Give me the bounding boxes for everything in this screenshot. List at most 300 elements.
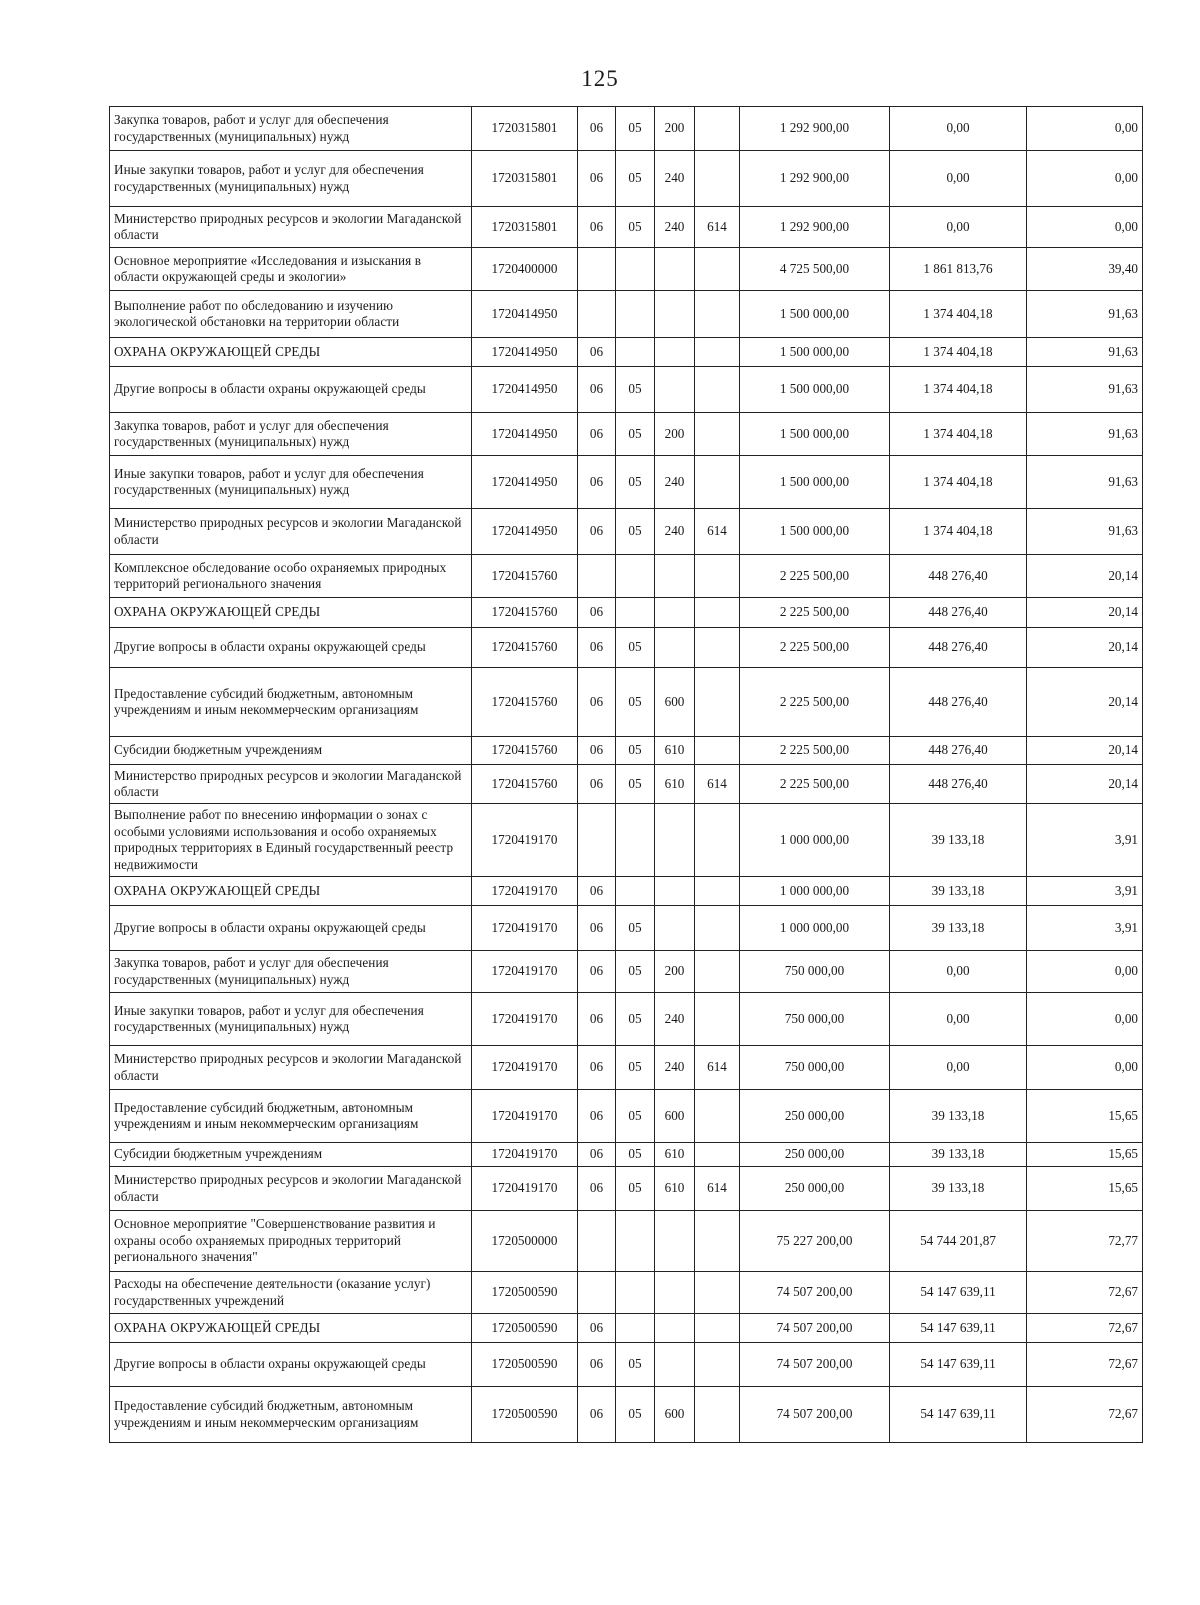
row-subsection: 05 <box>616 993 655 1046</box>
row-fact: 0,00 <box>890 151 1027 207</box>
row-kind: 200 <box>655 951 695 993</box>
row-subsection: 05 <box>616 906 655 951</box>
row-plan: 1 500 000,00 <box>740 367 890 413</box>
row-section: 06 <box>578 338 616 367</box>
table-body <box>110 107 1143 1443</box>
row-subsection <box>616 555 655 598</box>
row-section: 06 <box>578 413 616 456</box>
row-subsection: 05 <box>616 1167 655 1211</box>
row-subsection <box>616 804 655 877</box>
row-kind: 200 <box>655 413 695 456</box>
row-name: Выполнение работ по обследованию и изучению экологической обстановки на территории области <box>110 291 472 338</box>
row-code: 1720315801 <box>472 207 578 248</box>
row-section: 06 <box>578 107 616 151</box>
table-row <box>110 207 1143 248</box>
row-kind <box>655 248 695 291</box>
row-vedom <box>695 555 740 598</box>
row-plan: 74 507 200,00 <box>740 1314 890 1343</box>
row-code: 1720415760 <box>472 598 578 628</box>
row-name: Основное мероприятие «Исследования и изыскания в области окружающей среды и экологии» <box>110 248 472 291</box>
row-fact: 448 276,40 <box>890 628 1027 668</box>
row-fact: 1 374 404,18 <box>890 367 1027 413</box>
row-code: 1720414950 <box>472 456 578 509</box>
table-row <box>110 1272 1143 1314</box>
row-code: 1720419170 <box>472 877 578 906</box>
row-percent: 0,00 <box>1027 107 1143 151</box>
table-row <box>110 598 1143 628</box>
row-fact: 448 276,40 <box>890 737 1027 765</box>
row-percent: 20,14 <box>1027 668 1143 737</box>
row-kind: 240 <box>655 456 695 509</box>
row-kind <box>655 1211 695 1272</box>
row-kind <box>655 1343 695 1387</box>
table-row <box>110 1046 1143 1090</box>
row-fact: 39 133,18 <box>890 877 1027 906</box>
row-kind <box>655 598 695 628</box>
row-section: 06 <box>578 509 616 555</box>
row-kind: 610 <box>655 1167 695 1211</box>
row-percent: 20,14 <box>1027 737 1143 765</box>
row-percent: 91,63 <box>1027 509 1143 555</box>
row-vedom <box>695 1143 740 1167</box>
row-plan: 4 725 500,00 <box>740 248 890 291</box>
row-code: 1720419170 <box>472 804 578 877</box>
row-percent: 72,67 <box>1027 1272 1143 1314</box>
row-plan: 1 000 000,00 <box>740 804 890 877</box>
row-fact: 448 276,40 <box>890 555 1027 598</box>
table-row <box>110 1314 1143 1343</box>
row-section: 06 <box>578 598 616 628</box>
row-subsection <box>616 248 655 291</box>
table-row <box>110 413 1143 456</box>
row-name: Иные закупки товаров, работ и услуг для обеспечения государственных (муниципальных) нужд <box>110 456 472 509</box>
row-plan: 750 000,00 <box>740 993 890 1046</box>
row-vedom <box>695 668 740 737</box>
row-name: Другие вопросы в области охраны окружающей среды <box>110 628 472 668</box>
row-kind: 200 <box>655 107 695 151</box>
row-code: 1720419170 <box>472 906 578 951</box>
row-subsection: 05 <box>616 1143 655 1167</box>
row-code: 1720419170 <box>472 993 578 1046</box>
row-percent: 0,00 <box>1027 151 1143 207</box>
row-vedom <box>695 993 740 1046</box>
table-row <box>110 555 1143 598</box>
row-fact: 54 147 639,11 <box>890 1272 1027 1314</box>
budget-table <box>109 106 1143 1443</box>
row-code: 1720415760 <box>472 555 578 598</box>
row-section <box>578 291 616 338</box>
row-kind: 610 <box>655 765 695 804</box>
row-kind <box>655 1272 695 1314</box>
row-plan: 1 500 000,00 <box>740 291 890 338</box>
row-fact: 54 744 201,87 <box>890 1211 1027 1272</box>
row-fact: 54 147 639,11 <box>890 1314 1027 1343</box>
row-vedom <box>695 107 740 151</box>
row-vedom <box>695 456 740 509</box>
row-section: 06 <box>578 1046 616 1090</box>
row-percent: 3,91 <box>1027 906 1143 951</box>
row-section <box>578 1211 616 1272</box>
row-fact: 1 374 404,18 <box>890 456 1027 509</box>
row-subsection: 05 <box>616 1387 655 1443</box>
row-plan: 1 500 000,00 <box>740 413 890 456</box>
row-name: Предоставление субсидий бюджетным, автономным учреждениям и иным некоммерческим организациям <box>110 1387 472 1443</box>
row-code: 1720500590 <box>472 1314 578 1343</box>
row-vedom <box>695 413 740 456</box>
row-name: Другие вопросы в области охраны окружающей среды <box>110 906 472 951</box>
row-vedom: 614 <box>695 207 740 248</box>
row-subsection: 05 <box>616 207 655 248</box>
row-fact: 1 374 404,18 <box>890 291 1027 338</box>
row-subsection: 05 <box>616 1090 655 1143</box>
row-percent: 91,63 <box>1027 291 1143 338</box>
row-section: 06 <box>578 1343 616 1387</box>
row-plan: 1 000 000,00 <box>740 906 890 951</box>
row-code: 1720414950 <box>472 413 578 456</box>
row-subsection: 05 <box>616 367 655 413</box>
row-fact: 39 133,18 <box>890 804 1027 877</box>
row-fact: 0,00 <box>890 993 1027 1046</box>
row-percent: 91,63 <box>1027 338 1143 367</box>
row-percent: 20,14 <box>1027 555 1143 598</box>
table-row <box>110 951 1143 993</box>
table-row <box>110 338 1143 367</box>
row-fact: 0,00 <box>890 207 1027 248</box>
row-section <box>578 804 616 877</box>
row-vedom <box>695 367 740 413</box>
row-plan: 750 000,00 <box>740 1046 890 1090</box>
row-fact: 54 147 639,11 <box>890 1343 1027 1387</box>
row-section <box>578 555 616 598</box>
row-kind <box>655 338 695 367</box>
row-vedom <box>695 628 740 668</box>
row-plan: 1 500 000,00 <box>740 456 890 509</box>
table-row <box>110 1387 1143 1443</box>
row-subsection <box>616 1211 655 1272</box>
row-section: 06 <box>578 737 616 765</box>
row-kind: 600 <box>655 1090 695 1143</box>
row-percent: 15,65 <box>1027 1167 1143 1211</box>
row-fact: 39 133,18 <box>890 906 1027 951</box>
row-section <box>578 248 616 291</box>
row-subsection <box>616 877 655 906</box>
row-code: 1720419170 <box>472 1090 578 1143</box>
row-fact: 448 276,40 <box>890 668 1027 737</box>
row-percent: 0,00 <box>1027 951 1143 993</box>
row-name: Другие вопросы в области охраны окружающей среды <box>110 1343 472 1387</box>
table-row <box>110 804 1143 877</box>
row-kind <box>655 877 695 906</box>
table-row <box>110 151 1143 207</box>
row-plan: 2 225 500,00 <box>740 555 890 598</box>
row-kind: 600 <box>655 668 695 737</box>
row-subsection <box>616 291 655 338</box>
row-name: Министерство природных ресурсов и экологии Магаданской области <box>110 1167 472 1211</box>
row-section: 06 <box>578 1167 616 1211</box>
row-name: Иные закупки товаров, работ и услуг для обеспечения государственных (муниципальных) нужд <box>110 993 472 1046</box>
row-code: 1720415760 <box>472 737 578 765</box>
row-percent: 91,63 <box>1027 413 1143 456</box>
row-percent: 20,14 <box>1027 765 1143 804</box>
row-percent: 15,65 <box>1027 1090 1143 1143</box>
table-row <box>110 877 1143 906</box>
row-vedom <box>695 151 740 207</box>
row-vedom <box>695 906 740 951</box>
row-subsection: 05 <box>616 413 655 456</box>
row-section: 06 <box>578 456 616 509</box>
row-vedom <box>695 1272 740 1314</box>
row-code: 1720500590 <box>472 1387 578 1443</box>
row-name: ОХРАНА ОКРУЖАЮЩЕЙ СРЕДЫ <box>110 338 472 367</box>
row-subsection: 05 <box>616 765 655 804</box>
row-name: Закупка товаров, работ и услуг для обеспечения государственных (муниципальных) нужд <box>110 951 472 993</box>
row-kind <box>655 1314 695 1343</box>
row-percent: 3,91 <box>1027 804 1143 877</box>
row-plan: 1 000 000,00 <box>740 877 890 906</box>
table-row <box>110 765 1143 804</box>
row-vedom: 614 <box>695 509 740 555</box>
row-kind <box>655 555 695 598</box>
row-plan: 250 000,00 <box>740 1143 890 1167</box>
row-section: 06 <box>578 1387 616 1443</box>
row-plan: 2 225 500,00 <box>740 765 890 804</box>
table-row <box>110 1211 1143 1272</box>
row-subsection: 05 <box>616 151 655 207</box>
row-vedom: 614 <box>695 765 740 804</box>
row-fact: 39 133,18 <box>890 1143 1027 1167</box>
row-vedom <box>695 338 740 367</box>
table-row <box>110 993 1143 1046</box>
table-row <box>110 1167 1143 1211</box>
row-code: 1720419170 <box>472 1167 578 1211</box>
row-vedom <box>695 737 740 765</box>
row-code: 1720414950 <box>472 291 578 338</box>
row-plan: 1 292 900,00 <box>740 107 890 151</box>
row-subsection <box>616 1272 655 1314</box>
row-percent: 3,91 <box>1027 877 1143 906</box>
row-code: 1720419170 <box>472 1143 578 1167</box>
row-percent: 0,00 <box>1027 993 1143 1046</box>
row-code: 1720415760 <box>472 668 578 737</box>
row-fact: 1 374 404,18 <box>890 338 1027 367</box>
row-code: 1720315801 <box>472 151 578 207</box>
row-kind: 610 <box>655 1143 695 1167</box>
row-plan: 1 292 900,00 <box>740 207 890 248</box>
row-fact: 54 147 639,11 <box>890 1387 1027 1443</box>
row-name: Комплексное обследование особо охраняемых природных территорий регионального значения <box>110 555 472 598</box>
row-name: Выполнение работ по внесению информации о зонах с особыми условиями использования и особо охраняемых природных территориях в Единый государственный реестр недвижимости <box>110 804 472 877</box>
row-name: ОХРАНА ОКРУЖАЮЩЕЙ СРЕДЫ <box>110 598 472 628</box>
row-name: Закупка товаров, работ и услуг для обеспечения государственных (муниципальных) нужд <box>110 107 472 151</box>
row-plan: 750 000,00 <box>740 951 890 993</box>
row-kind <box>655 367 695 413</box>
row-section: 06 <box>578 877 616 906</box>
row-kind: 600 <box>655 1387 695 1443</box>
row-subsection: 05 <box>616 509 655 555</box>
row-name: Расходы на обеспечение деятельности (оказание услуг) государственных учреждений <box>110 1272 472 1314</box>
row-code: 1720414950 <box>472 338 578 367</box>
row-vedom <box>695 1090 740 1143</box>
row-kind: 610 <box>655 737 695 765</box>
row-vedom <box>695 598 740 628</box>
row-percent: 20,14 <box>1027 628 1143 668</box>
row-code: 1720415760 <box>472 628 578 668</box>
row-section: 06 <box>578 628 616 668</box>
row-vedom: 614 <box>695 1046 740 1090</box>
table-row <box>110 668 1143 737</box>
row-kind: 240 <box>655 509 695 555</box>
row-kind: 240 <box>655 151 695 207</box>
row-name: Субсидии бюджетным учреждениям <box>110 1143 472 1167</box>
row-plan: 2 225 500,00 <box>740 737 890 765</box>
table-row <box>110 291 1143 338</box>
row-name: ОХРАНА ОКРУЖАЮЩЕЙ СРЕДЫ <box>110 1314 472 1343</box>
row-kind: 240 <box>655 993 695 1046</box>
row-plan: 74 507 200,00 <box>740 1387 890 1443</box>
row-vedom <box>695 1343 740 1387</box>
row-fact: 39 133,18 <box>890 1167 1027 1211</box>
row-kind: 240 <box>655 1046 695 1090</box>
row-section: 06 <box>578 951 616 993</box>
row-plan: 74 507 200,00 <box>740 1272 890 1314</box>
table-row <box>110 1143 1143 1167</box>
row-percent: 72,67 <box>1027 1314 1143 1343</box>
row-kind <box>655 628 695 668</box>
row-kind: 240 <box>655 207 695 248</box>
row-code: 1720419170 <box>472 1046 578 1090</box>
row-vedom <box>695 1211 740 1272</box>
row-section: 06 <box>578 765 616 804</box>
row-percent: 15,65 <box>1027 1143 1143 1167</box>
row-code: 1720315801 <box>472 107 578 151</box>
row-subsection: 05 <box>616 668 655 737</box>
row-section: 06 <box>578 668 616 737</box>
row-plan: 2 225 500,00 <box>740 668 890 737</box>
row-section: 06 <box>578 1314 616 1343</box>
table-row <box>110 1343 1143 1387</box>
row-fact: 1 374 404,18 <box>890 413 1027 456</box>
row-section: 06 <box>578 906 616 951</box>
row-subsection: 05 <box>616 1046 655 1090</box>
row-code: 1720419170 <box>472 951 578 993</box>
row-code: 1720415760 <box>472 765 578 804</box>
row-vedom <box>695 1387 740 1443</box>
row-plan: 75 227 200,00 <box>740 1211 890 1272</box>
row-plan: 1 500 000,00 <box>740 338 890 367</box>
row-name: Предоставление субсидий бюджетным, автономным учреждениям и иным некоммерческим организациям <box>110 668 472 737</box>
row-code: 1720400000 <box>472 248 578 291</box>
table-row <box>110 456 1143 509</box>
row-vedom <box>695 804 740 877</box>
row-section: 06 <box>578 1143 616 1167</box>
row-fact: 0,00 <box>890 951 1027 993</box>
row-plan: 74 507 200,00 <box>740 1343 890 1387</box>
page-number: 125 <box>581 66 619 91</box>
row-plan: 2 225 500,00 <box>740 598 890 628</box>
row-fact: 0,00 <box>890 107 1027 151</box>
row-name: Министерство природных ресурсов и экологии Магаданской области <box>110 509 472 555</box>
row-vedom <box>695 248 740 291</box>
row-plan: 2 225 500,00 <box>740 628 890 668</box>
row-fact: 448 276,40 <box>890 765 1027 804</box>
row-kind <box>655 804 695 877</box>
row-subsection: 05 <box>616 951 655 993</box>
row-subsection: 05 <box>616 628 655 668</box>
row-percent: 20,14 <box>1027 598 1143 628</box>
row-percent: 39,40 <box>1027 248 1143 291</box>
row-section <box>578 1272 616 1314</box>
row-section: 06 <box>578 1090 616 1143</box>
row-subsection: 05 <box>616 456 655 509</box>
row-plan: 250 000,00 <box>740 1090 890 1143</box>
table-row <box>110 737 1143 765</box>
row-fact: 1 374 404,18 <box>890 509 1027 555</box>
row-section: 06 <box>578 367 616 413</box>
row-code: 1720500590 <box>472 1343 578 1387</box>
row-kind <box>655 291 695 338</box>
row-percent: 91,63 <box>1027 367 1143 413</box>
row-name: ОХРАНА ОКРУЖАЮЩЕЙ СРЕДЫ <box>110 877 472 906</box>
row-section: 06 <box>578 151 616 207</box>
row-name: Основное мероприятие "Совершенствование развития и охраны особо охраняемых природных территорий регионального значения" <box>110 1211 472 1272</box>
row-code: 1720500590 <box>472 1272 578 1314</box>
table-row <box>110 628 1143 668</box>
row-plan: 1 292 900,00 <box>740 151 890 207</box>
row-vedom <box>695 951 740 993</box>
row-name: Другие вопросы в области охраны окружающей среды <box>110 367 472 413</box>
row-percent: 72,67 <box>1027 1343 1143 1387</box>
table-row <box>110 248 1143 291</box>
table-row <box>110 906 1143 951</box>
row-code: 1720414950 <box>472 367 578 413</box>
row-section: 06 <box>578 207 616 248</box>
row-plan: 1 500 000,00 <box>740 509 890 555</box>
row-code: 1720414950 <box>472 509 578 555</box>
row-subsection <box>616 598 655 628</box>
row-percent: 0,00 <box>1027 207 1143 248</box>
row-name: Министерство природных ресурсов и экологии Магаданской области <box>110 765 472 804</box>
row-name: Закупка товаров, работ и услуг для обеспечения государственных (муниципальных) нужд <box>110 413 472 456</box>
row-name: Министерство природных ресурсов и экологии Магаданской области <box>110 1046 472 1090</box>
row-code: 1720500000 <box>472 1211 578 1272</box>
row-subsection: 05 <box>616 107 655 151</box>
row-subsection: 05 <box>616 737 655 765</box>
table-row <box>110 509 1143 555</box>
row-fact: 0,00 <box>890 1046 1027 1090</box>
row-subsection <box>616 338 655 367</box>
row-plan: 250 000,00 <box>740 1167 890 1211</box>
row-subsection <box>616 1314 655 1343</box>
row-percent: 91,63 <box>1027 456 1143 509</box>
row-name: Предоставление субсидий бюджетным, автономным учреждениям и иным некоммерческим организациям <box>110 1090 472 1143</box>
row-percent: 72,77 <box>1027 1211 1143 1272</box>
row-percent: 72,67 <box>1027 1387 1143 1443</box>
row-vedom <box>695 291 740 338</box>
row-kind <box>655 906 695 951</box>
row-section: 06 <box>578 993 616 1046</box>
table-row <box>110 1090 1143 1143</box>
row-vedom <box>695 1314 740 1343</box>
table-row <box>110 107 1143 151</box>
row-name: Иные закупки товаров, работ и услуг для обеспечения государственных (муниципальных) нужд <box>110 151 472 207</box>
row-fact: 1 861 813,76 <box>890 248 1027 291</box>
row-fact: 448 276,40 <box>890 598 1027 628</box>
row-name: Субсидии бюджетным учреждениям <box>110 737 472 765</box>
row-vedom <box>695 877 740 906</box>
row-subsection: 05 <box>616 1343 655 1387</box>
row-name: Министерство природных ресурсов и экологии Магаданской области <box>110 207 472 248</box>
row-vedom: 614 <box>695 1167 740 1211</box>
